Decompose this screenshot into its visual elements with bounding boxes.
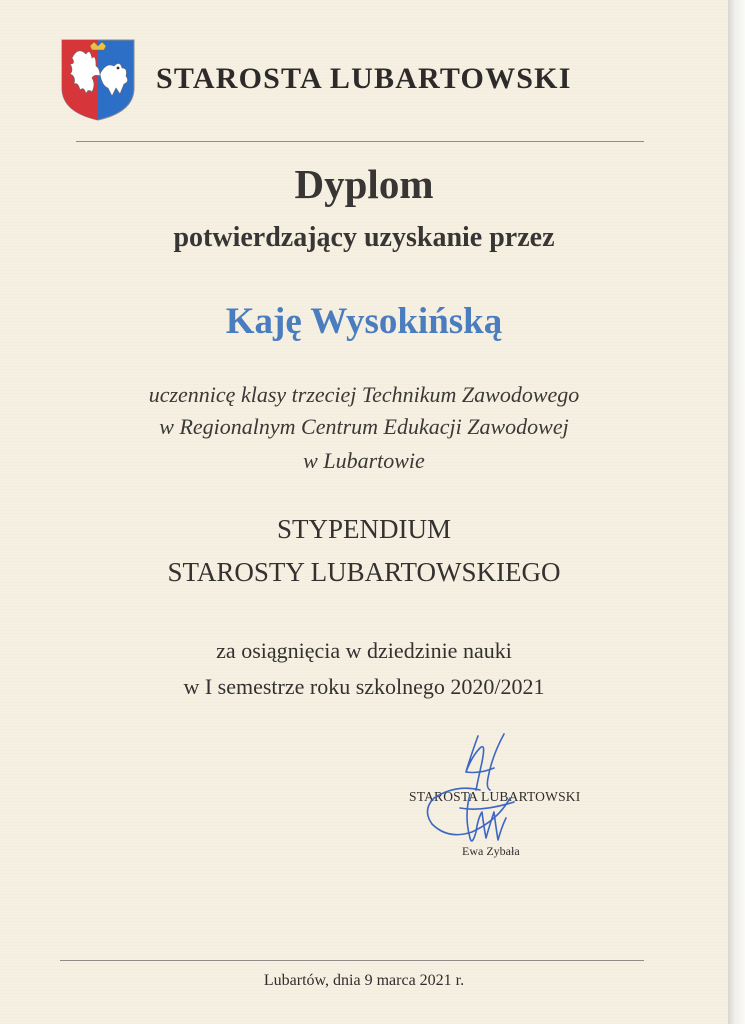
description-line: w Regionalnym Centrum Edukacji Zawodowej [159,414,569,439]
award-reason-line: w I semestrze roku szkolnego 2020/2021 [183,674,545,699]
scan-edge [728,0,745,1024]
award-title-line: STAROSTY LUBARTOWSKIEGO [167,557,561,587]
document-subtitle: potwierdzający uzyskanie przez [173,222,555,253]
description-line: uczennicę klasy trzeciej Technikum Zawodowego [148,382,580,407]
description-line: w Lubartowie [303,448,425,473]
header-title: STAROSTA LUBARTOWSKI [156,62,572,95]
bottom-divider [60,960,644,961]
award-title-line: STYPENDIUM [276,514,451,544]
handwritten-signature [420,728,530,858]
document-title: Dyplom [294,161,434,207]
top-divider [76,141,644,142]
award-reason-line: za osiągnięcia w dziedzinie nauki [216,638,512,663]
place-and-date: Lubartów, dnia 9 marca 2021 r. [263,972,465,989]
signatory-title: STAROSTA LUBARTOWSKI [409,789,581,804]
recipient-name: Kaję Wysokińską [225,301,503,342]
signatory-name: Ewa Zybała [462,844,520,858]
coat-of-arms-eagle-icon [60,38,136,122]
